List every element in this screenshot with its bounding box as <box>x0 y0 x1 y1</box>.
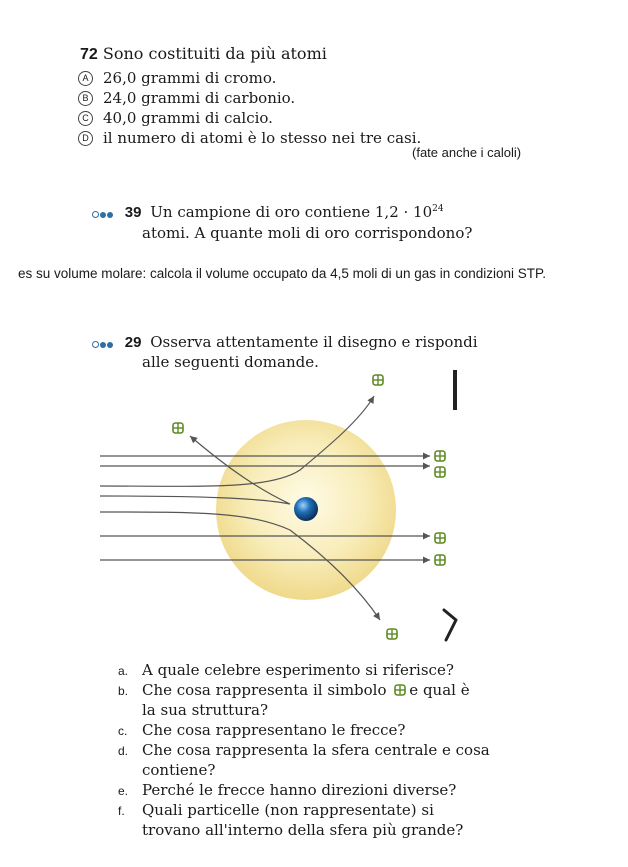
alpha-particle-icon <box>435 555 445 565</box>
difficulty-dot <box>107 342 113 348</box>
question-72 <box>80 44 327 64</box>
subquestion-d <box>118 740 490 761</box>
difficulty-dots <box>92 334 114 352</box>
exponent: 24 <box>432 204 444 214</box>
alpha-particle-icon <box>173 423 183 433</box>
alpha-particle-icon <box>435 533 445 543</box>
difficulty-dots <box>92 204 114 222</box>
question-line: Osserva attentamente il disegno e rispondi <box>150 333 478 351</box>
option-letter: C <box>78 111 93 126</box>
question-number: 39 <box>124 204 142 221</box>
subquestion-text: Che cosa rappresenta la sfera centrale e cosa <box>142 741 490 759</box>
option-text: 26,0 grammi di cromo. <box>103 69 277 87</box>
subquestion-text: Perché le frecce hanno direzioni diverse? <box>142 781 457 799</box>
subquestion-b <box>118 680 470 701</box>
option-a <box>78 68 276 88</box>
subquestion-letter: d. <box>118 744 129 758</box>
question-39 <box>92 203 444 222</box>
difficulty-dot <box>92 341 99 348</box>
question-number: 29 <box>124 334 142 351</box>
question-29 <box>92 333 478 352</box>
subquestion-f-cont: trovano all'interno della sfera più grande? <box>142 821 464 839</box>
alpha-particle-icon <box>435 467 445 477</box>
subquestion-c <box>118 720 405 741</box>
option-text: 24,0 grammi di carbonio. <box>103 89 296 107</box>
option-letter: D <box>78 131 93 146</box>
option-text: 40,0 grammi di calcio. <box>103 109 273 127</box>
question-39-line2: atomi. A quante moli di oro corrispondono? <box>142 224 473 242</box>
alpha-particle-icon <box>373 375 383 385</box>
alpha-particle-icon <box>387 629 397 639</box>
molar-volume-exercise: es su volume molare: calcola il volume occupato da 4,5 moli di un gas in condizioni STP. <box>18 266 547 281</box>
alpha-particle-icon <box>435 451 445 461</box>
option-text: il numero di atomi è lo stesso nei tre casi. <box>103 129 422 147</box>
difficulty-dot <box>100 342 106 348</box>
subquestion-letter: f. <box>118 804 125 818</box>
question-29-line2: alle seguenti domande. <box>142 353 319 371</box>
subquestion-letter: e. <box>118 784 129 798</box>
subquestion-letter: a. <box>118 664 129 678</box>
handwritten-mark <box>444 610 456 640</box>
option-b <box>78 88 295 108</box>
subquestion-letter: c. <box>118 724 128 738</box>
question-number: 72 <box>80 46 98 63</box>
rutherford-diagram <box>0 370 628 650</box>
handwritten-note: (fate anche i caloli) <box>412 145 522 160</box>
difficulty-dot <box>107 212 113 218</box>
subquestion-d-cont: contiene? <box>142 761 216 779</box>
nucleus <box>294 497 318 521</box>
subquestion-f <box>118 800 434 821</box>
subquestion-e <box>118 780 456 801</box>
subquestion-letter: b. <box>118 684 129 698</box>
difficulty-dot <box>100 212 106 218</box>
subquestion-text: e qual è <box>409 681 470 699</box>
subquestion-text: Quali particelle (non rappresentate) si <box>142 801 434 819</box>
alpha-particle-icon <box>394 684 406 696</box>
option-letter: A <box>78 71 93 86</box>
subquestion-text: Che cosa rappresentano le frecce? <box>142 721 406 739</box>
difficulty-dot <box>92 211 99 218</box>
option-c <box>78 108 273 128</box>
question-line: Un campione di oro contiene 1,2 · 10 <box>150 203 433 221</box>
option-d <box>78 128 421 148</box>
subquestion-b-cont: la sua struttura? <box>142 701 269 719</box>
subquestion-a <box>118 660 454 681</box>
subquestion-text: Che cosa rappresenta il simbolo <box>142 681 387 699</box>
subquestion-text: A quale celebre esperimento si riferisce? <box>142 661 454 679</box>
question-title: Sono costituiti da più atomi <box>102 44 327 63</box>
handwritten-mark <box>453 370 457 410</box>
option-letter: B <box>78 91 93 106</box>
